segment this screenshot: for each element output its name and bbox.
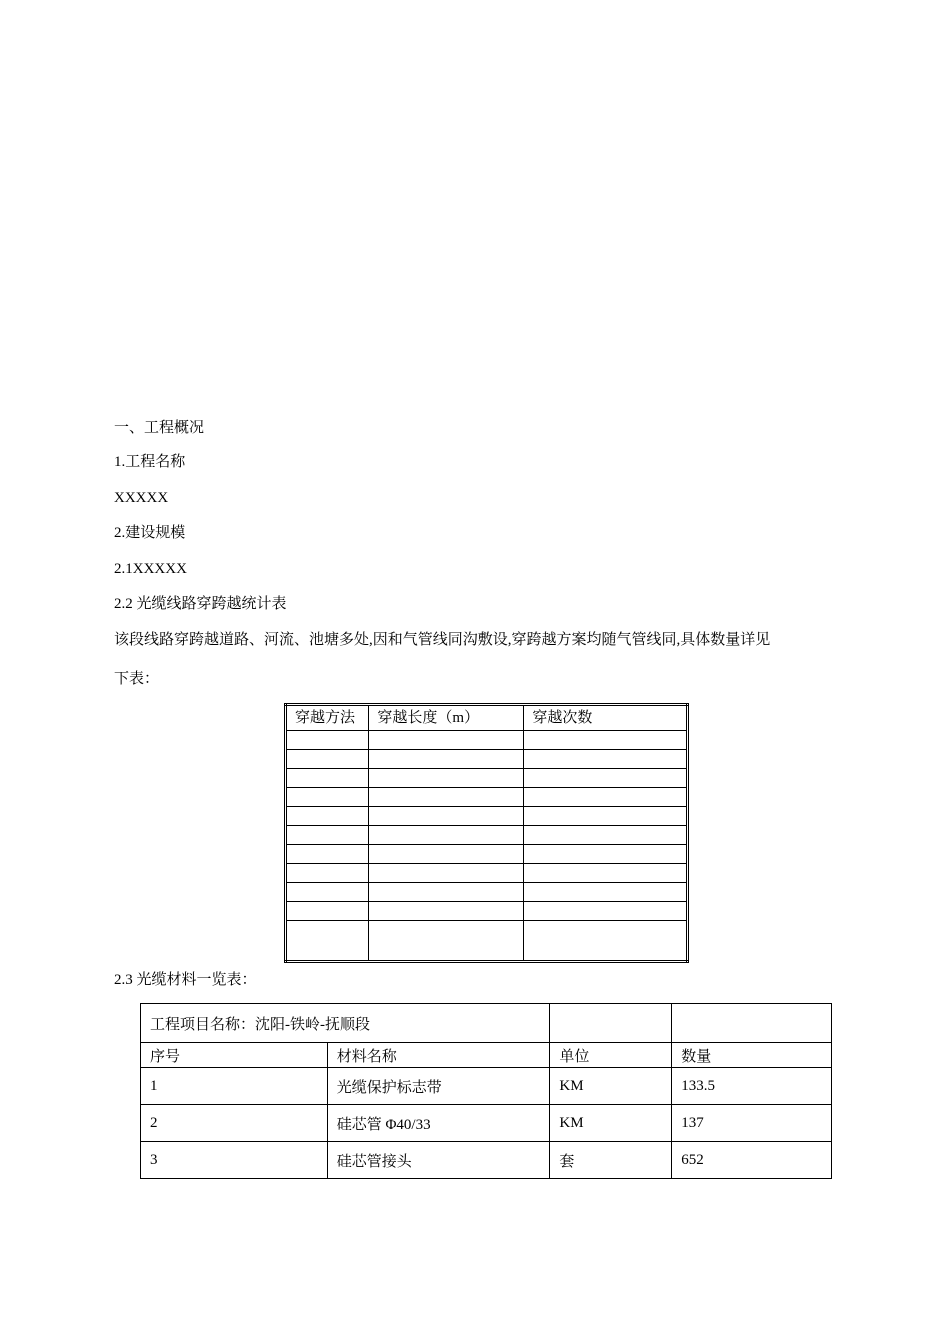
empty-cell [286, 788, 369, 807]
empty-cell [369, 807, 524, 826]
header-cell: 序号 [141, 1043, 328, 1068]
project-name: XXXXX [114, 490, 169, 506]
table-cell: 133.5 [672, 1068, 832, 1105]
table-row [141, 1142, 832, 1179]
table-cell: 硅芯管 Φ40/33 [327, 1105, 550, 1142]
empty-cell [524, 731, 688, 750]
empty-cell [286, 769, 369, 788]
table-row [286, 750, 688, 769]
table-header-row [286, 705, 688, 731]
empty-cell [524, 826, 688, 845]
empty-cell [524, 921, 688, 962]
header-cell: 单位 [550, 1043, 672, 1068]
table-header-row [141, 1043, 832, 1068]
section-heading: 一、工程概况 [114, 420, 205, 436]
table-cell: 套 [550, 1142, 672, 1179]
empty-cell [550, 1004, 672, 1043]
table-row [286, 769, 688, 788]
empty-cell [524, 883, 688, 902]
subsection-2-3: 2.3 光缆材料一览表： [114, 972, 257, 988]
project-name-heading: 1.工程名称 [114, 454, 186, 470]
empty-cell [286, 750, 369, 769]
empty-cell [524, 769, 688, 788]
table-cell: 2 [141, 1105, 328, 1142]
empty-cell [524, 845, 688, 864]
empty-cell [369, 731, 524, 750]
empty-cell [286, 921, 369, 962]
empty-cell [524, 750, 688, 769]
paragraph-line-1: 该段线路穿跨越道路、河流、池塘多处,因和气管线同沟敷设,穿跨越方案均随气管线同,具体数量详见 [114, 632, 771, 648]
empty-cell [286, 902, 369, 921]
table-row [286, 807, 688, 826]
table-row [286, 845, 688, 864]
empty-cell [369, 864, 524, 883]
empty-cell [524, 788, 688, 807]
empty-cell [369, 826, 524, 845]
empty-cell [286, 883, 369, 902]
table-cell: 光缆保护标志带 [327, 1068, 550, 1105]
empty-cell [524, 807, 688, 826]
empty-cell [369, 845, 524, 864]
crossing-stats-table [284, 703, 689, 963]
empty-cell [286, 807, 369, 826]
table-cell: 652 [672, 1142, 832, 1179]
header-cell: 穿越长度（m） [369, 705, 524, 731]
empty-cell [369, 788, 524, 807]
table-row [141, 1105, 832, 1142]
empty-cell [286, 845, 369, 864]
header-cell: 数量 [672, 1043, 832, 1068]
table-row [286, 731, 688, 750]
subsection-2-1: 2.1XXXXX [114, 561, 187, 577]
table-title-row [141, 1004, 832, 1043]
empty-cell [369, 769, 524, 788]
empty-cell [286, 731, 369, 750]
table-row [286, 883, 688, 902]
table-cell: KM [550, 1105, 672, 1142]
table-cell: 3 [141, 1142, 328, 1179]
table-cell: 硅芯管接头 [327, 1142, 550, 1179]
table-row [286, 902, 688, 921]
table-cell: KM [550, 1068, 672, 1105]
empty-cell [369, 902, 524, 921]
table-row [141, 1068, 832, 1105]
empty-cell [369, 883, 524, 902]
table-cell: 1 [141, 1068, 328, 1105]
header-cell: 穿越方法 [286, 705, 369, 731]
header-cell: 材料名称 [327, 1043, 550, 1068]
table-row [286, 921, 688, 962]
table-row [286, 826, 688, 845]
empty-cell [286, 864, 369, 883]
project-title-cell: 工程项目名称：沈阳-铁岭-抚顺段 [141, 1004, 550, 1043]
header-cell: 穿越次数 [524, 705, 688, 731]
materials-table [140, 1003, 832, 1179]
empty-cell [369, 750, 524, 769]
empty-cell [524, 864, 688, 883]
scale-heading: 2.建设规模 [114, 525, 186, 541]
subsection-2-2: 2.2 光缆线路穿跨越统计表 [114, 596, 287, 612]
empty-cell [672, 1004, 832, 1043]
empty-cell [286, 826, 369, 845]
empty-cell [369, 921, 524, 962]
paragraph-line-2: 下表： [114, 671, 160, 687]
table-row [286, 788, 688, 807]
table-cell: 137 [672, 1105, 832, 1142]
table-row [286, 864, 688, 883]
empty-cell [524, 902, 688, 921]
